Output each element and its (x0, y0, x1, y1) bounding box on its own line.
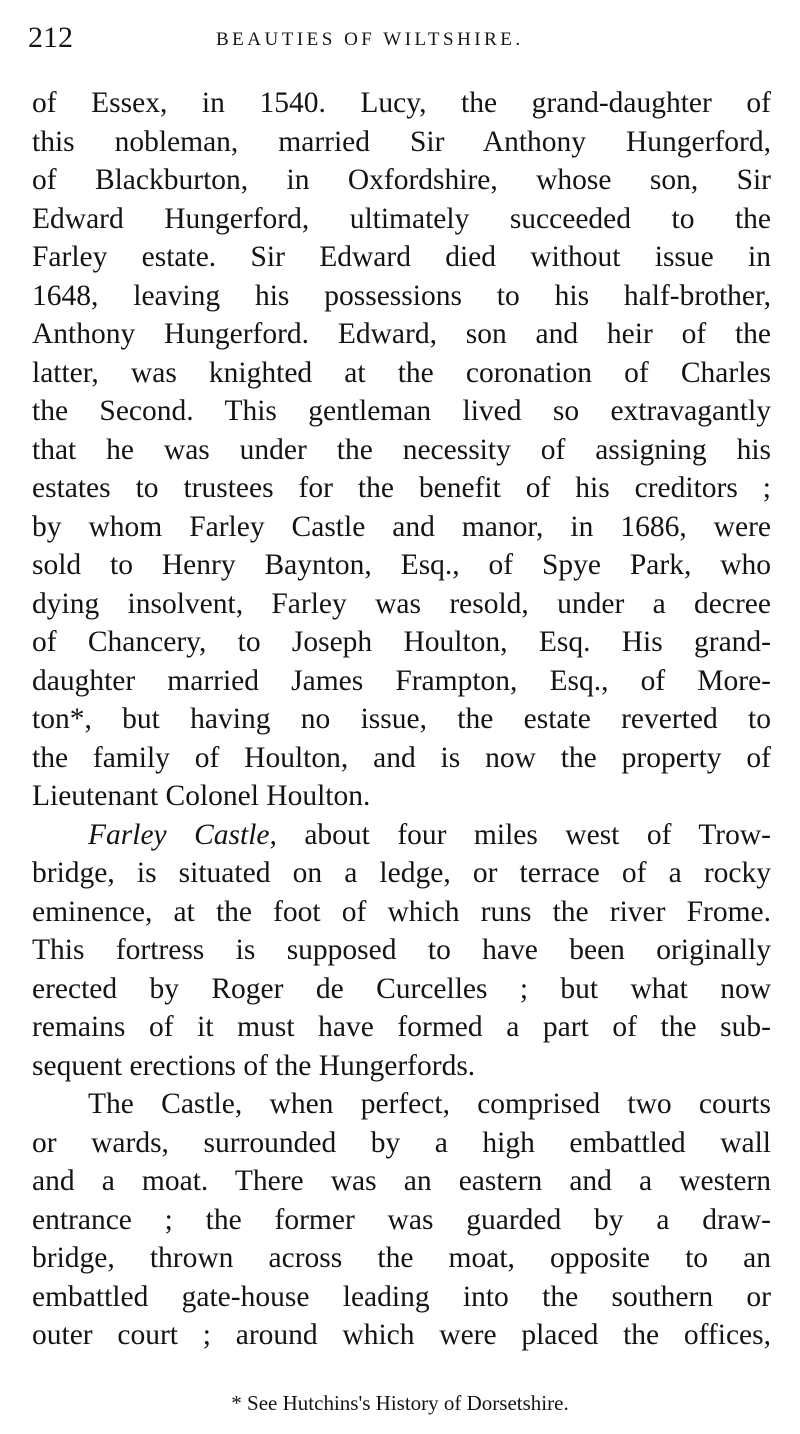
text-line: latter, was knighted at the coronation of Charles (32, 356, 771, 389)
text-line: remains of it must have formed a part of the sub- (32, 1011, 771, 1043)
text-line: of Blackburton, in Oxfordshire, whose son, Sir (32, 164, 771, 196)
text-line: of Essex, in 1540. Lucy, the grand-daughter of (32, 87, 771, 119)
text-line: dying insolvent, Farley was resold, under a decree (32, 587, 771, 620)
text-line: 1648, leaving his possessions to his half-brother, (32, 279, 771, 312)
text-line: sold to Henry Baynton, Esq., of Spye Park, who (32, 549, 771, 581)
page-header (28, 20, 776, 56)
text-line: ton*, but having no issue, the estate reverted to (32, 703, 771, 735)
italic-phrase: Farley Castle, (88, 818, 277, 851)
text-line: this nobleman, married Sir Anthony Hungerford, (32, 125, 771, 158)
text-line: Lieutenant Colonel Houlton. (32, 780, 371, 812)
text-line: of Chancery, to Joseph Houlton, Esq. His grand- (32, 626, 771, 658)
text-line: sequent erections of the Hungerfords. (32, 1049, 476, 1082)
text-line: Edward Hungerford, ultimately succeeded to the (32, 202, 771, 235)
text-line: and a moat. There was an eastern and a western (32, 1165, 771, 1197)
text-line: Anthony Hungerford. Edward, son and heir of the (32, 318, 771, 350)
text-line: by whom Farley Castle and manor, in 1686, were (32, 510, 771, 543)
text-line-rest: about four miles west of Trow- (304, 818, 772, 851)
text-line: erected by Roger de Curcelles ; but what now (32, 972, 771, 1005)
text-line: The Castle, when perfect, comprised two courts (88, 1088, 771, 1120)
text-line: embattled gate-house leading into the southern or (32, 1280, 771, 1313)
text-line: outer court ; around which were placed the offices, (32, 1319, 771, 1351)
text-line: or wards, surrounded by a high embattled wall (32, 1126, 771, 1159)
page-number: 212 (28, 21, 73, 54)
text-line: entrance ; the former was guarded by a draw- (32, 1203, 771, 1236)
text-line: the family of Houlton, and is now the property of (32, 741, 771, 774)
text-line: daughter married James Frampton, Esq., of More- (32, 664, 771, 697)
footnote: * See Hutchins's History of Dorsetshire. (231, 1391, 569, 1415)
text-line (32, 816, 771, 855)
running-title: BEAUTIES OF WILTSHIRE. (216, 29, 524, 50)
text-line: that he was under the necessity of assigning his (32, 433, 771, 466)
text-line: This fortress is supposed to have been originally (32, 934, 771, 966)
text-line: bridge, thrown across the moat, opposite to an (32, 1242, 771, 1274)
text-line: estates to trustees for the benefit of his creditors ; (32, 472, 771, 504)
body-text (32, 84, 771, 1355)
text-line: eminence, at the foot of which runs the river Frome. (32, 895, 771, 928)
text-line: bridge, is situated on a ledge, or terrace of a rocky (32, 857, 771, 889)
text-line: the Second. This gentleman lived so extravagantly (32, 395, 771, 427)
text-line: Farley estate. Sir Edward died without issue in (32, 241, 771, 273)
